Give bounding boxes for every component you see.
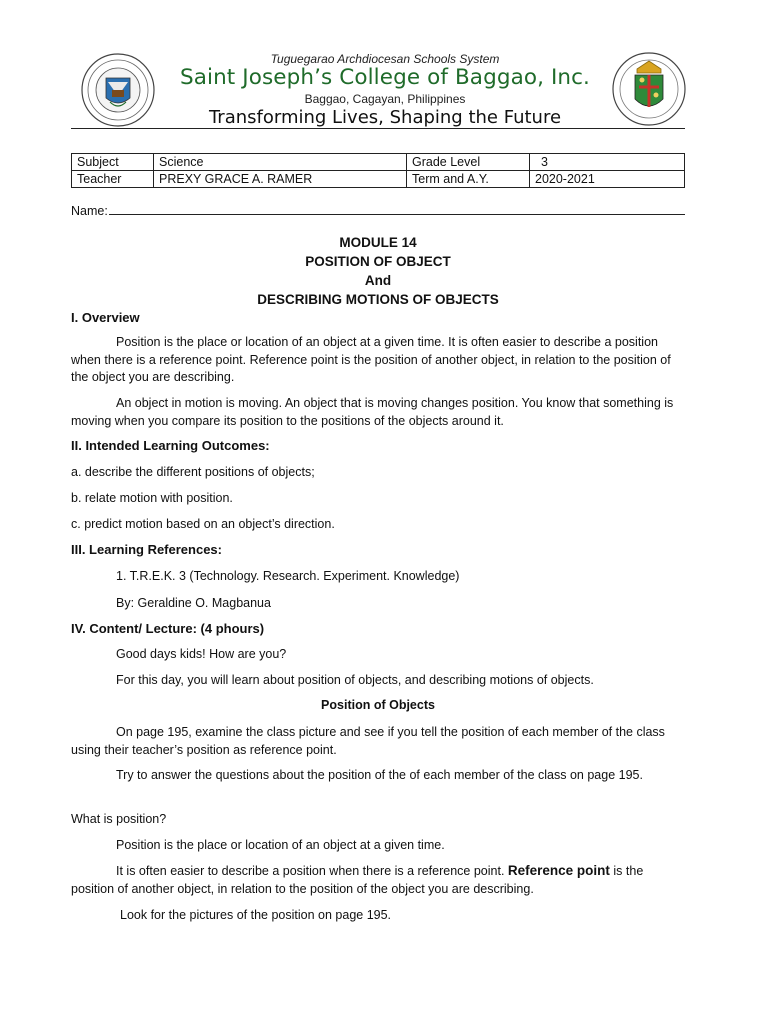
module-title-line-2: And (364, 273, 392, 288)
school-system-name: Tuguegarao Archdiocesan Schools System (270, 52, 500, 66)
name-blank-line[interactable] (109, 204, 685, 215)
section-heading-outcomes: II. Intended Learning Outcomes: (71, 438, 270, 453)
subsection-title: Position of Objects (321, 698, 435, 712)
content-paragraph: Try to answer the questions about the position of the of each member of the class on page 195. (116, 768, 643, 782)
section-heading-references: III. Learning References: (71, 542, 222, 557)
college-seal-logo (76, 52, 160, 128)
table-cell: Teacher (72, 171, 154, 188)
subject-info-table (71, 153, 685, 188)
overview-paragraph-1: Position is the place or location of an object at a given time. It is often easier to describe a position when there is a reference point. Reference point is the position of another object, in relation to the position of the object you are describing. (71, 335, 671, 384)
content-paragraph: Look for the pictures of the position on page 195. (120, 908, 392, 922)
module-number: MODULE 14 (339, 235, 417, 250)
section-heading-content: IV. Content/ Lecture: (4 phours) (71, 621, 265, 636)
overview-paragraph-2: An object in motion is moving. An object that is moving changes position. You know that something is moving when you compare its position to the positions of the objects around it. (71, 396, 674, 428)
table-cell: Term and A.Y. (407, 171, 530, 188)
college-name: Saint Joseph’s College of Baggao, Inc. (179, 65, 590, 90)
table-row (72, 154, 685, 171)
content-paragraph: On page 195, examine the class picture and see if you tell the position of each member of the class using their teacher’s position as reference point. (71, 725, 665, 757)
student-name-field[interactable] (71, 204, 685, 218)
section-heading-overview: I. Overview (71, 310, 140, 325)
text-run: It is often easier to describe a position when there is a reference point. (116, 864, 508, 878)
header-divider (71, 128, 685, 129)
name-label: Name: (71, 204, 108, 218)
table-cell: PREXY GRACE A. RAMER (154, 171, 407, 188)
text-run: is the position of another object, in relation to the position of the object you are describing. (71, 864, 644, 896)
outcome-item: b. relate motion with position. (71, 491, 233, 505)
content-paragraph-reference-point (71, 862, 685, 898)
reference-point-term: Reference point (507, 863, 610, 878)
content-answer: Position is the place or location of an object at a given time. (116, 838, 445, 852)
table-cell: 2020-2021 (530, 171, 685, 188)
outcome-item: a. describe the different positions of objects; (71, 465, 315, 479)
content-question: What is position? (71, 812, 167, 826)
table-row (72, 171, 685, 188)
college-motto: Transforming Lives, Shaping the Future (208, 107, 562, 128)
content-intro: For this day, you will learn about position of objects, and describing motions of objects. (116, 673, 594, 687)
reference-item: 1. T.R.E.K. 3 (Technology. Research. Experiment. Knowledge) (116, 569, 460, 583)
outcome-item: c. predict motion based on an object’s direction. (71, 517, 335, 531)
college-address: Baggao, Cagayan, Philippines (304, 92, 466, 106)
table-cell: 3 (530, 154, 685, 171)
diocesan-schools-seal-logo (611, 49, 687, 129)
module-title-line-3: DESCRIBING MOTIONS OF OBJECTS (257, 292, 499, 307)
table-cell: Grade Level (407, 154, 530, 171)
content-greeting: Good days kids! How are you? (116, 647, 287, 661)
table-cell: Science (154, 154, 407, 171)
module-title-line-1: POSITION OF OBJECT (305, 254, 451, 269)
table-cell: Subject (72, 154, 154, 171)
reference-author: By: Geraldine O. Magbanua (116, 596, 271, 610)
